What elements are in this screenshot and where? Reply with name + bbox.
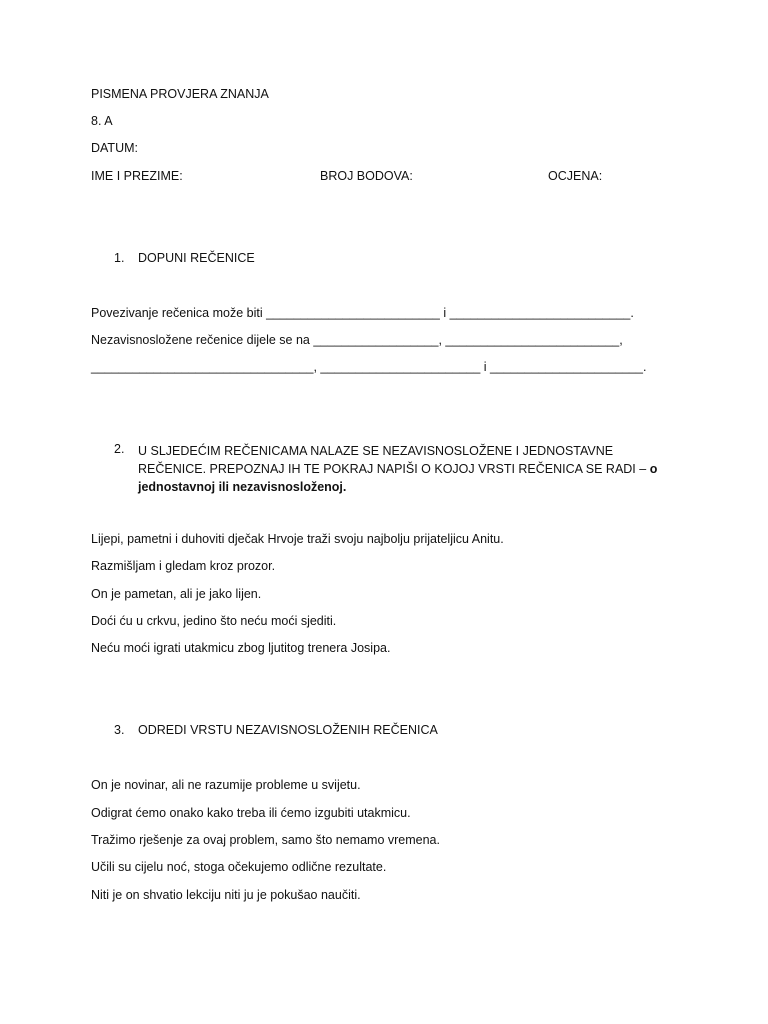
task2-sentence: Doći ću u crkvu, jedino što neću moći sjediti. (91, 614, 337, 628)
task1-number: 1. (114, 251, 125, 265)
task2-sentence: Lijepi, pametni i duhoviti dječak Hrvoje traži svoju najbolju prijateljicu Anitu. (91, 532, 504, 546)
task2-sentence: Razmišljam i gledam kroz prozor. (91, 559, 276, 573)
task2-title (138, 442, 658, 496)
task2-sentence: Neću moći igrati utakmicu zbog ljutitog trenera Josipa. (91, 641, 391, 655)
task1-line: Nezavisnosložene rečenice dijele se na __________________, _________________________, (91, 333, 623, 347)
task2-title-bold: o jednostavnoj ili nezavisnosloženoj. (138, 462, 658, 494)
class-label: 8. A (91, 114, 113, 128)
task1-line: ________________________________, _______________________ i ______________________. (91, 360, 647, 374)
task2-title-plain: U SLJEDEĆIM REČENICAMA NALAZE SE NEZAVISNOSLOŽENE I JEDNOSTAVNE REČENICE. PREPOZNAJ IH TE POKRAJ NAPIŠI O KOJOJ VRSTI REČENICA SE RADI – (138, 444, 650, 476)
task2-number: 2. (114, 442, 125, 456)
task3-sentence: Učili su cijelu noć, stoga očekujemo odlične rezultate. (91, 860, 387, 874)
task3-sentence: On je novinar, ali ne razumije probleme u svijetu. (91, 778, 361, 792)
task1-line: Povezivanje rečenica može biti _________________________ i __________________________. (91, 306, 634, 320)
task3-sentence: Tražimo rješenje za ovaj problem, samo što nemamo vremena. (91, 833, 440, 847)
document-title: PISMENA PROVJERA ZNANJA (91, 87, 269, 101)
points-label: BROJ BODOVA: (320, 169, 413, 183)
task3-sentence: Odigrat ćemo onako kako treba ili ćemo izgubiti utakmicu. (91, 806, 411, 820)
task3-number: 3. (114, 723, 125, 737)
grade-label: OCJENA: (548, 169, 603, 183)
date-label: DATUM: (91, 141, 138, 155)
task2-sentence: On je pametan, ali je jako lijen. (91, 587, 262, 601)
task3-title: ODREDI VRSTU NEZAVISNOSLOŽENIH REČENICA (138, 723, 438, 737)
name-label: IME I PREZIME: (91, 169, 183, 183)
task1-title: DOPUNI REČENICE (138, 251, 255, 265)
task3-sentence: Niti je on shvatio lekciju niti ju je pokušao naučiti. (91, 888, 361, 902)
